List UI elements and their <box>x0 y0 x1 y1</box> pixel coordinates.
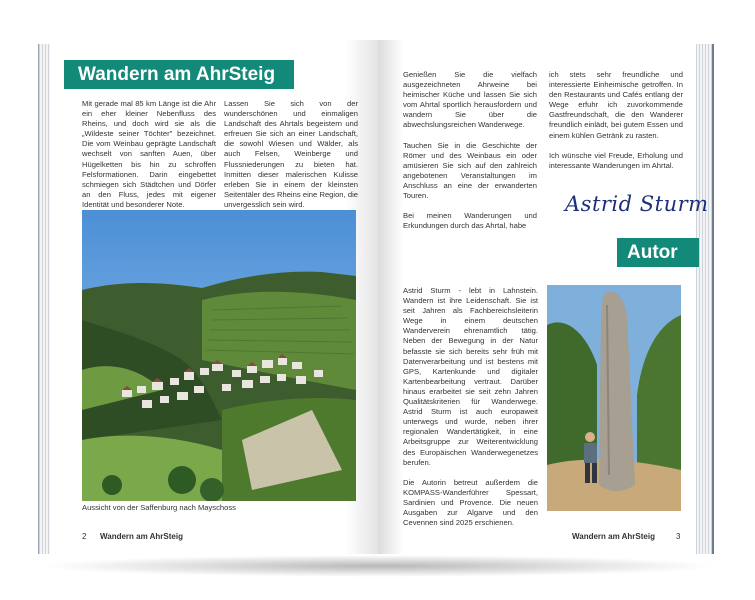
page-edges-right <box>694 44 714 554</box>
paragraph: Genießen Sie die vielfach ausgezeichneten Ahrweine bei heimischer Küche und lassen Sie sich vom Ahrtal sportlich herausfordern und wandern Sie über die abwechslungsreichen Wanderwege. <box>403 70 537 130</box>
paragraph: Tauchen Sie in die Geschichte der Römer und des Weinbaus ein oder amüsieren Sie sich auf den zahlreich angebotenen Veranstaltungen im Anschluss an eine der erwanderten Touren. <box>403 140 537 201</box>
intro-column-2 <box>224 99 358 220</box>
page-number-left: 2 <box>82 532 87 541</box>
intro-column-1 <box>82 99 216 220</box>
page-number-right: 3 <box>676 532 681 541</box>
running-footer-left: Wandern am AhrSteig <box>100 532 183 541</box>
landscape-photo <box>82 210 356 501</box>
paragraph: Mit gerade mal 85 km Länge ist die Ahr ein eher kleiner Nebenfluss des Rheins, und doch wird sie als die „Wildeste seiner Töchter" bezeichnet. Die vom Weinbau geprägte Landschaft wechselt von sanften Auen, über Hügelketten bis hin zu schroffen Felsformationen. Darin eingebettet schmiegen sich Städtchen und Dörfer an den Fluss, jedes mit eigener Identität und besonderer Note. <box>82 99 216 209</box>
photo-caption: Aussicht von der Saffenburg nach Mayschoss <box>82 503 236 512</box>
chapter-title: Wandern am AhrSteig <box>64 60 294 89</box>
author-heading: Autor <box>617 238 699 267</box>
running-footer-right: Wandern am AhrSteig <box>572 532 655 541</box>
paragraph: Ich wünsche viel Freude, Erholung und interessante Wanderungen im Ahrtal. <box>549 150 683 170</box>
paragraph: Bei meinen Wanderungen und Erkundungen durch das Ahrtal, habe <box>403 211 537 231</box>
foreword-column-1 <box>403 70 537 241</box>
author-portrait-photo <box>547 285 681 511</box>
paragraph: ich stets sehr freundliche und interessierte Einheimische getroffen. In den Restaurants und Cafés entlang der Wege erfuhr ich zuvorkommende Gastfreundschaft, die den Wanderer freundlich einlädt, bei gutem Essen und einem kühlen Getränk zu rasten. <box>549 70 683 140</box>
author-signature: Astrid Sturm <box>565 192 709 216</box>
author-bio <box>403 286 538 538</box>
paragraph: Astrid Sturm - lebt in Lahnstein. Wandern ist ihre Leidenschaft. Sie ist seit Jahren als Fachbereichsleiterin Wege in einem deutschen Wanderverein ehrenamtlich tätig. Neben der Bewegung in der Natur befasste sie sich bereits sehr früh mit Datenverarbeitung und ist bestens mit GPS, Kartenkunde und digitaler Kartenbearbeitung vertraut. Darüber hinaus erarbeitet sie seit zehn Jahren Qualitätskriterien für Wanderwege. Astrid Sturm ist auch europaweit unterwegs und wurde, neben ihrer regionalen Wandertätigkeit, in eine Arbeitsgruppe zur Weiterentwicklung des Europäischen Wanderwegenetzes berufen. <box>403 286 538 467</box>
paragraph: Lassen Sie sich von der wunderschönen und einmaligen Landschaft des Ahrtals begeistern und erfreuen Sie sich an einer Landschaft, die sowohl Wiesen und Wälder, als auch Felsen, Weinberge und Flussniederungen zu bieten hat. Inmitten dieser malerischen Kulisse erleben Sie in einem der kleinsten Seitentäler des Rheins eine Region, die unvergesslich sein wird. <box>224 99 358 209</box>
paragraph: Die Autorin betreut außerdem die KOMPASS-Wanderführer Spessart, Sardinien und Provence. Die neuen Ausgaben zur Algarve und den Cevennen sind 2025 erschienen. <box>403 477 538 528</box>
foreword-column-2 <box>549 70 683 181</box>
book-shadow <box>40 555 718 577</box>
